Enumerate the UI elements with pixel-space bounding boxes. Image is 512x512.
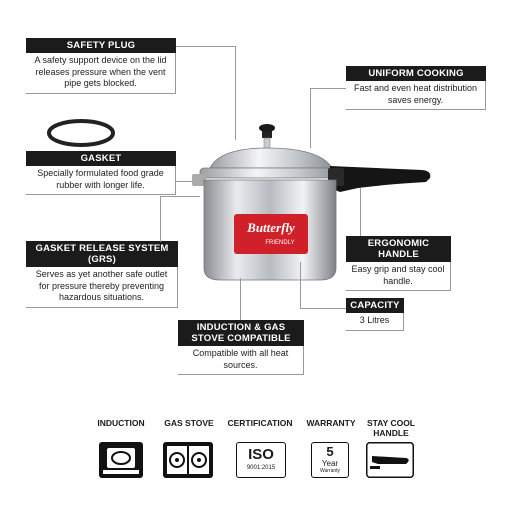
warranty-icon [311, 442, 349, 478]
feature-label-warranty: WARRANTY [306, 418, 356, 428]
safety-plug-title: SAFETY PLUG [26, 38, 176, 53]
gasket-title: GASKET [26, 151, 176, 166]
callout-grs [26, 241, 178, 308]
leader-line-safety-plug-h [176, 46, 236, 47]
leader-line-capacity [300, 308, 346, 309]
callout-induction-gas [178, 320, 304, 375]
uniform-cooking-text: Fast and even heat distribution saves energy. [346, 81, 486, 110]
brand-name: Butterfly [247, 220, 295, 235]
leader-line-capacity-v [300, 262, 301, 308]
leader-line-induction-gas [240, 278, 241, 320]
feature-label-induction: INDUCTION [97, 418, 145, 428]
gas-stove-icon [163, 442, 207, 478]
callout-capacity [346, 298, 404, 331]
induction-gas-title: INDUCTION & GAS STOVE COMPATIBLE [178, 320, 304, 346]
uniform-cooking-title: UNIFORM COOKING [346, 66, 486, 81]
warranty-sub: Warranty [319, 468, 341, 474]
stay-cool-handle-icon [366, 442, 414, 478]
warranty-year-text: Year [321, 459, 339, 468]
leader-line-ergonomic-handle [360, 188, 361, 236]
induction-gas-text: Compatible with all heat sources. [178, 346, 304, 375]
iso-sub: 9001:2015 [246, 465, 276, 471]
grs-text: Serves as yet another safe outlet for pressure thereby preventing hazardous situations. [26, 267, 178, 308]
safety-plug-text: A safety support device on the lid releases pressure when the vent pipe gets blocked. [26, 53, 176, 94]
ergonomic-handle-text: Easy grip and stay cool handle. [346, 262, 451, 291]
iso-text: ISO [248, 446, 274, 463]
feature-label-stay-cool-handle: STAY COOL HANDLE [366, 418, 416, 438]
brand-sub: FRIENDLY [265, 240, 295, 246]
leader-line-grs [160, 196, 161, 242]
gasket-ring-image [46, 118, 116, 148]
leader-line-uniform-cooking [310, 88, 346, 89]
callout-safety-plug [26, 38, 176, 94]
ergonomic-handle-title: ERGONOMIC HANDLE [346, 236, 451, 262]
feature-label-gas-stove: GAS STOVE [164, 418, 214, 428]
callout-uniform-cooking [346, 66, 486, 110]
gasket-text: Specially formulated food grade rubber with longer life. [26, 166, 176, 195]
iso-certification-icon [236, 442, 286, 478]
capacity-title: CAPACITY [346, 298, 404, 313]
induction-cooktop-icon [99, 442, 143, 478]
callout-gasket [26, 151, 176, 195]
warranty-years: 5 [326, 444, 334, 459]
callout-ergonomic-handle [346, 236, 451, 291]
feature-label-certification: CERTIFICATION [227, 418, 293, 428]
grs-title: GASKET RELEASE SYSTEM (GRS) [26, 241, 178, 267]
capacity-text: 3 Litres [346, 313, 404, 331]
